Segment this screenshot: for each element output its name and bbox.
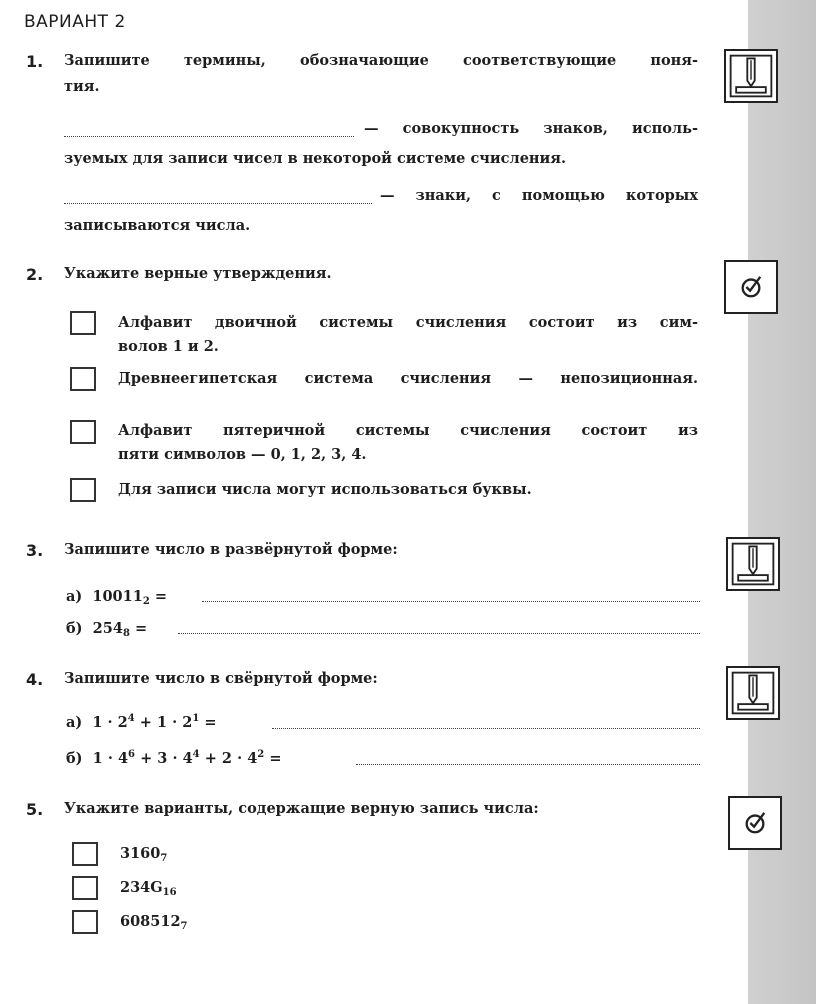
q3-a-number: 10011 — [92, 588, 143, 605]
q4-b-term3-exp: 2 — [257, 749, 265, 760]
grey-margin-strip — [748, 0, 816, 1004]
q3-text: Запишите число в развёрнутой форме: — [64, 541, 398, 558]
q1-answer1-field[interactable] — [64, 136, 354, 137]
q5-option2-checkbox[interactable] — [72, 876, 98, 900]
checkmark-circle-icon — [724, 260, 778, 314]
q2-number: 2. — [26, 265, 44, 284]
q5-option1-text — [120, 845, 167, 862]
q1-def2-line2: записываются числа. — [64, 217, 251, 234]
q2-option1-line1: Алфавит двоичной системы счисления состоит из сим- — [118, 314, 698, 331]
q1-def2-line1: — знаки, с помощью которых — [380, 187, 698, 204]
q5-text: Укажите варианты, содержащие верную запись числа: — [64, 800, 539, 817]
q5-option3-base: 7 — [180, 921, 188, 932]
q4-a-answer-field[interactable] — [272, 728, 700, 729]
q4-a-expression — [66, 714, 217, 731]
q4-b-mul1: · — [107, 750, 113, 767]
q4-b-equals: = — [269, 750, 282, 767]
q4-b-label: б) — [66, 750, 83, 767]
q3-a-label: а) — [66, 588, 83, 605]
q1-text-line2: тия. — [64, 78, 100, 95]
pencil-write-icon — [726, 666, 780, 720]
q1-answer2-field[interactable] — [64, 203, 372, 204]
q4-b-answer-field[interactable] — [356, 764, 700, 765]
q4-a-term1-exp: 4 — [127, 713, 135, 724]
q2-option1-checkbox[interactable] — [70, 311, 96, 335]
pencil-write-icon — [726, 537, 780, 591]
variant-title: ВАРИАНТ 2 — [24, 12, 126, 32]
q2-option2-checkbox[interactable] — [70, 367, 96, 391]
q3-a-base: 2 — [142, 596, 150, 607]
q2-option3-line2: пяти символов — 0, 1, 2, 3, 4. — [118, 446, 367, 463]
q4-b-expression — [66, 750, 281, 767]
q4-a-equals: = — [204, 714, 217, 731]
q5-option1-base: 7 — [160, 853, 168, 864]
q4-a-mul1: · — [107, 714, 113, 731]
q5-option2-base: 16 — [162, 887, 177, 898]
q3-b-answer-field[interactable] — [178, 633, 700, 634]
q3-a-equals: = — [154, 588, 168, 605]
q5-option2-text — [120, 879, 177, 896]
q5-option2-number: 234G — [120, 879, 163, 896]
q4-b-mul3: · — [237, 750, 243, 767]
q3-b-expression — [66, 620, 147, 637]
q3-a-answer-field[interactable] — [202, 601, 700, 602]
q5-option1-checkbox[interactable] — [72, 842, 98, 866]
q4-b-term3-base: 4 — [247, 750, 258, 767]
q3-number: 3. — [26, 541, 44, 560]
q5-option3-checkbox[interactable] — [72, 910, 98, 934]
q4-b-term1-coef: 1 — [92, 750, 103, 767]
q4-a-plus: + — [139, 714, 152, 731]
q4-a-label: а) — [66, 714, 83, 731]
q4-a-term1-coef: 1 — [92, 714, 103, 731]
q4-b-term1-exp: 6 — [128, 749, 135, 760]
checkmark-circle-icon — [728, 796, 782, 850]
q4-a-term2-coef: 1 — [157, 714, 168, 731]
q4-a-term1-base: 2 — [117, 714, 128, 731]
pencil-write-icon — [724, 49, 778, 103]
q4-b-mul2: · — [172, 750, 178, 767]
q4-number: 4. — [26, 670, 44, 689]
q4-text: Запишите число в свёрнутой форме: — [64, 670, 378, 687]
q2-option2-text: Древнеегипетская система счисления — непозиционная. — [118, 370, 698, 387]
q3-b-number: 254 — [92, 620, 123, 637]
q2-text: Укажите верные утверждения. — [64, 265, 332, 282]
q4-b-term3-coef: 2 — [221, 750, 232, 767]
q4-b-plus1: + — [140, 750, 153, 767]
q2-option3-checkbox[interactable] — [70, 420, 96, 444]
q4-b-term2-base: 4 — [182, 750, 193, 767]
q1-number: 1. — [26, 52, 44, 71]
q4-a-term2-base: 2 — [182, 714, 193, 731]
q5-number: 5. — [26, 800, 44, 819]
q1-text-line1: Запишите термины, обозначающие соответствующие поня- — [64, 52, 698, 69]
q3-a-expression — [66, 588, 167, 605]
q2-option4-text: Для записи числа могут использоваться буквы. — [118, 481, 532, 498]
q4-a-term2-exp: 1 — [192, 713, 200, 724]
q3-b-base: 8 — [122, 628, 130, 639]
q4-b-term2-coef: 3 — [157, 750, 168, 767]
q3-b-equals: = — [134, 620, 148, 637]
q4-b-plus2: + — [204, 750, 217, 767]
q1-def1-line1: — совокупность знаков, исполь- — [364, 120, 698, 137]
q5-option1-number: 3160 — [120, 845, 161, 862]
q1-def1-line2: зуемых для записи чисел в некоторой системе счисления. — [64, 150, 567, 167]
q2-option1-line2: волов 1 и 2. — [118, 338, 219, 355]
q3-b-label: б) — [66, 620, 83, 637]
q4-a-mul2: · — [172, 714, 178, 731]
q4-b-term1-base: 4 — [117, 750, 129, 767]
q2-option3-line1: Алфавит пятеричной системы счисления состоит из — [118, 422, 698, 439]
q5-option3-number: 608512 — [120, 913, 181, 930]
q4-b-term2-exp: 4 — [192, 749, 200, 760]
q2-option4-checkbox[interactable] — [70, 478, 96, 502]
q5-option3-text — [120, 913, 188, 930]
